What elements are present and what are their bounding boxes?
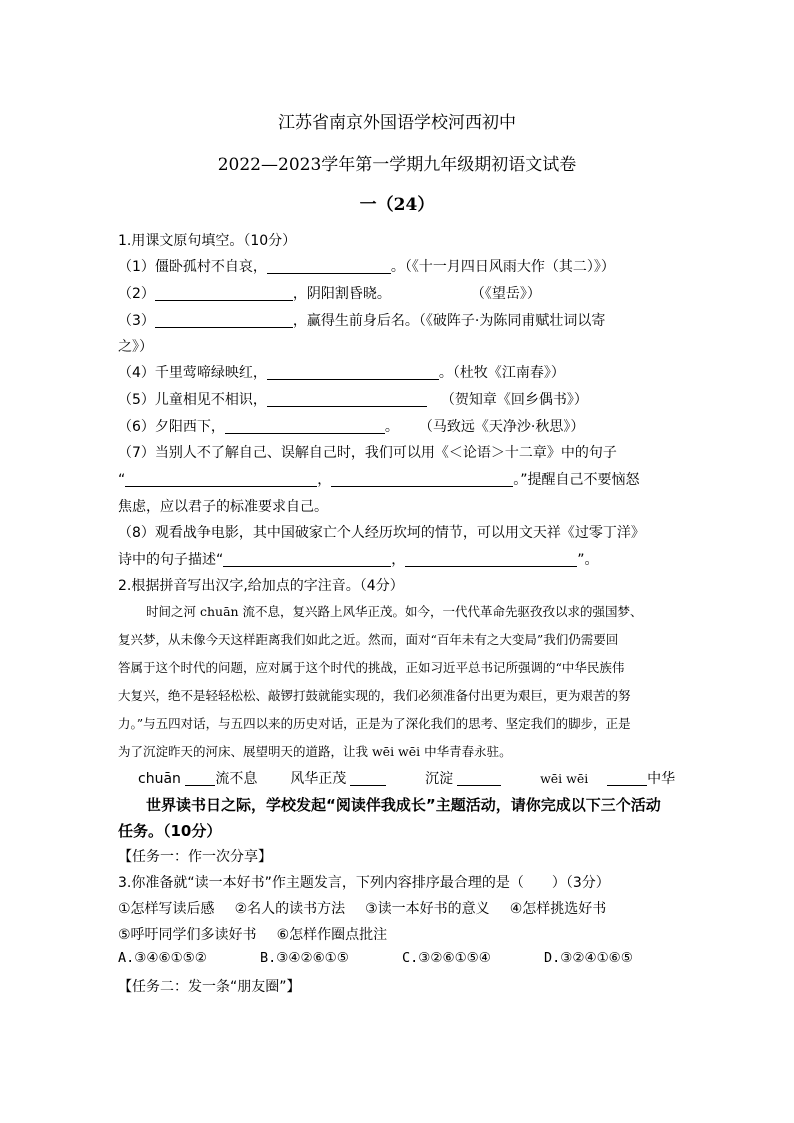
choice-d[interactable]: D.③②④①⑥⑤ bbox=[544, 950, 633, 966]
q1-title: 1.用课文原句填空。（10分） bbox=[118, 233, 297, 249]
activity-intro: 世界读书日之际，学校发起“阅读伴我成长”主题活动，请你完成以下三个活动 bbox=[146, 796, 661, 814]
q1-item: 诗中的句子描述“ ， ”。 bbox=[118, 552, 599, 568]
answer-blank[interactable] bbox=[267, 259, 391, 274]
q2-fill-row: chuān 流不息 风华正茂 沉淀 wēi wēi 中华 bbox=[138, 771, 676, 787]
answer-blank[interactable] bbox=[607, 771, 647, 786]
passage-line: 为了沉淀昨天的河床、展望明天的道路，让我 wēi wēi 中华青春永驻。 bbox=[118, 744, 512, 759]
answer-blank[interactable] bbox=[457, 771, 501, 786]
exam-number: 一（24） bbox=[359, 195, 435, 215]
q1-item: （4）千里莺啼绿映红， 。（杜牧《江南春》） bbox=[118, 365, 565, 381]
answer-blank[interactable] bbox=[405, 552, 577, 567]
q2-title: 2.根据拼音写出汉字,给加点的字注音。（4分） bbox=[118, 578, 404, 594]
answer-blank[interactable] bbox=[155, 313, 293, 328]
q1-item: （2） ，阴阳割昏晓。 （《望岳》） bbox=[118, 286, 541, 302]
q1-item: （1）僵卧孤村不自哀， 。（《十一月四日风雨大作（其二）》） bbox=[118, 259, 615, 275]
q1-item: （8）观看战争电影，其中国破家亡个人经历坎坷的情节，可以用文天祥《过零丁洋》 bbox=[118, 525, 645, 541]
choice-c[interactable]: C.③②⑥①⑤④ bbox=[402, 950, 491, 966]
passage-line: 答属于这个时代的问题，应对属于这个时代的挑战，正如习近平总书记所强调的“中华民族伟 bbox=[118, 660, 625, 675]
passage-line: 大复兴，绝不是轻轻松松、敲锣打鼓就能实现的，我们必须准备付出更为艰巨，更为艰苦的努 bbox=[118, 688, 631, 703]
choice-b[interactable]: B.③④②⑥①⑤ bbox=[260, 950, 349, 966]
passage-line: 力。”与五四对话，与五四以来的历史对话，正是为了深化我们的思考、坚定我们的脚步，正是 bbox=[118, 716, 631, 731]
exam-title: 2022—2023学年第一学期九年级期初语文试卷 bbox=[217, 155, 577, 175]
task-1-heading: 【任务一：作一次分享】 bbox=[118, 849, 272, 865]
q1-item: （3） ，赢得生前身后名。（《破阵子·为陈同甫赋壮词以寄 bbox=[118, 313, 606, 329]
q1-item: （7）当别人不了解自己、误解自己时，我们可以用《＜论语＞十二章》中的句子 bbox=[118, 445, 617, 461]
q3-options-row: ①怎样写读后感 ②名人的读书方法 ③读一本好书的意义 ④怎样挑选好书 bbox=[118, 901, 607, 917]
answer-blank[interactable] bbox=[350, 771, 386, 786]
q3-stem: 3.你准备就“读一本好书”作主题发言，下列内容排序最合理的是（ ）（3分） bbox=[118, 875, 610, 891]
task-2-heading: 【任务二：发一条“朋友圈”】 bbox=[118, 979, 301, 995]
q1-item: （6）夕阳西下， 。 （马致远《天净沙·秋思》） bbox=[118, 419, 585, 435]
answer-blank[interactable] bbox=[125, 472, 317, 487]
activity-intro-2: 任务。（10分） bbox=[118, 822, 222, 840]
answer-blank[interactable] bbox=[267, 392, 427, 407]
passage-line: 时间之河 chuān 流不息，复兴路上风华正茂。如今，一代代革命先驱孜孜以求的强国梦、 bbox=[146, 604, 643, 619]
q3-choices bbox=[118, 950, 633, 966]
q3-options-row: ⑤呼吁同学们多读好书 ⑥怎样作圈点批注 bbox=[118, 927, 388, 943]
answer-blank[interactable] bbox=[267, 365, 439, 380]
answer-blank[interactable] bbox=[185, 771, 215, 786]
q1-item: 之》） bbox=[118, 339, 153, 355]
answer-blank[interactable] bbox=[331, 472, 513, 487]
q1-item: 焦虑，应以君子的标准要求自己。 bbox=[118, 499, 328, 515]
passage-line: 复兴梦，从未像今天这样距离我们如此之近。然而，面对“百年未有之大变局”我们仍需要回 bbox=[118, 632, 619, 647]
q1-item: （5）儿童相见不相识， （贺知章《回乡偶书》） bbox=[118, 392, 588, 408]
choice-a[interactable]: A.③④⑥①⑤② bbox=[118, 950, 207, 966]
answer-blank[interactable] bbox=[225, 419, 385, 434]
answer-blank[interactable] bbox=[223, 552, 391, 567]
school-title: 江苏省南京外国语学校河西初中 bbox=[278, 113, 516, 133]
q1-item: “ ， 。”提醒自己不要恼怒 bbox=[118, 472, 640, 488]
answer-blank[interactable] bbox=[155, 286, 293, 301]
